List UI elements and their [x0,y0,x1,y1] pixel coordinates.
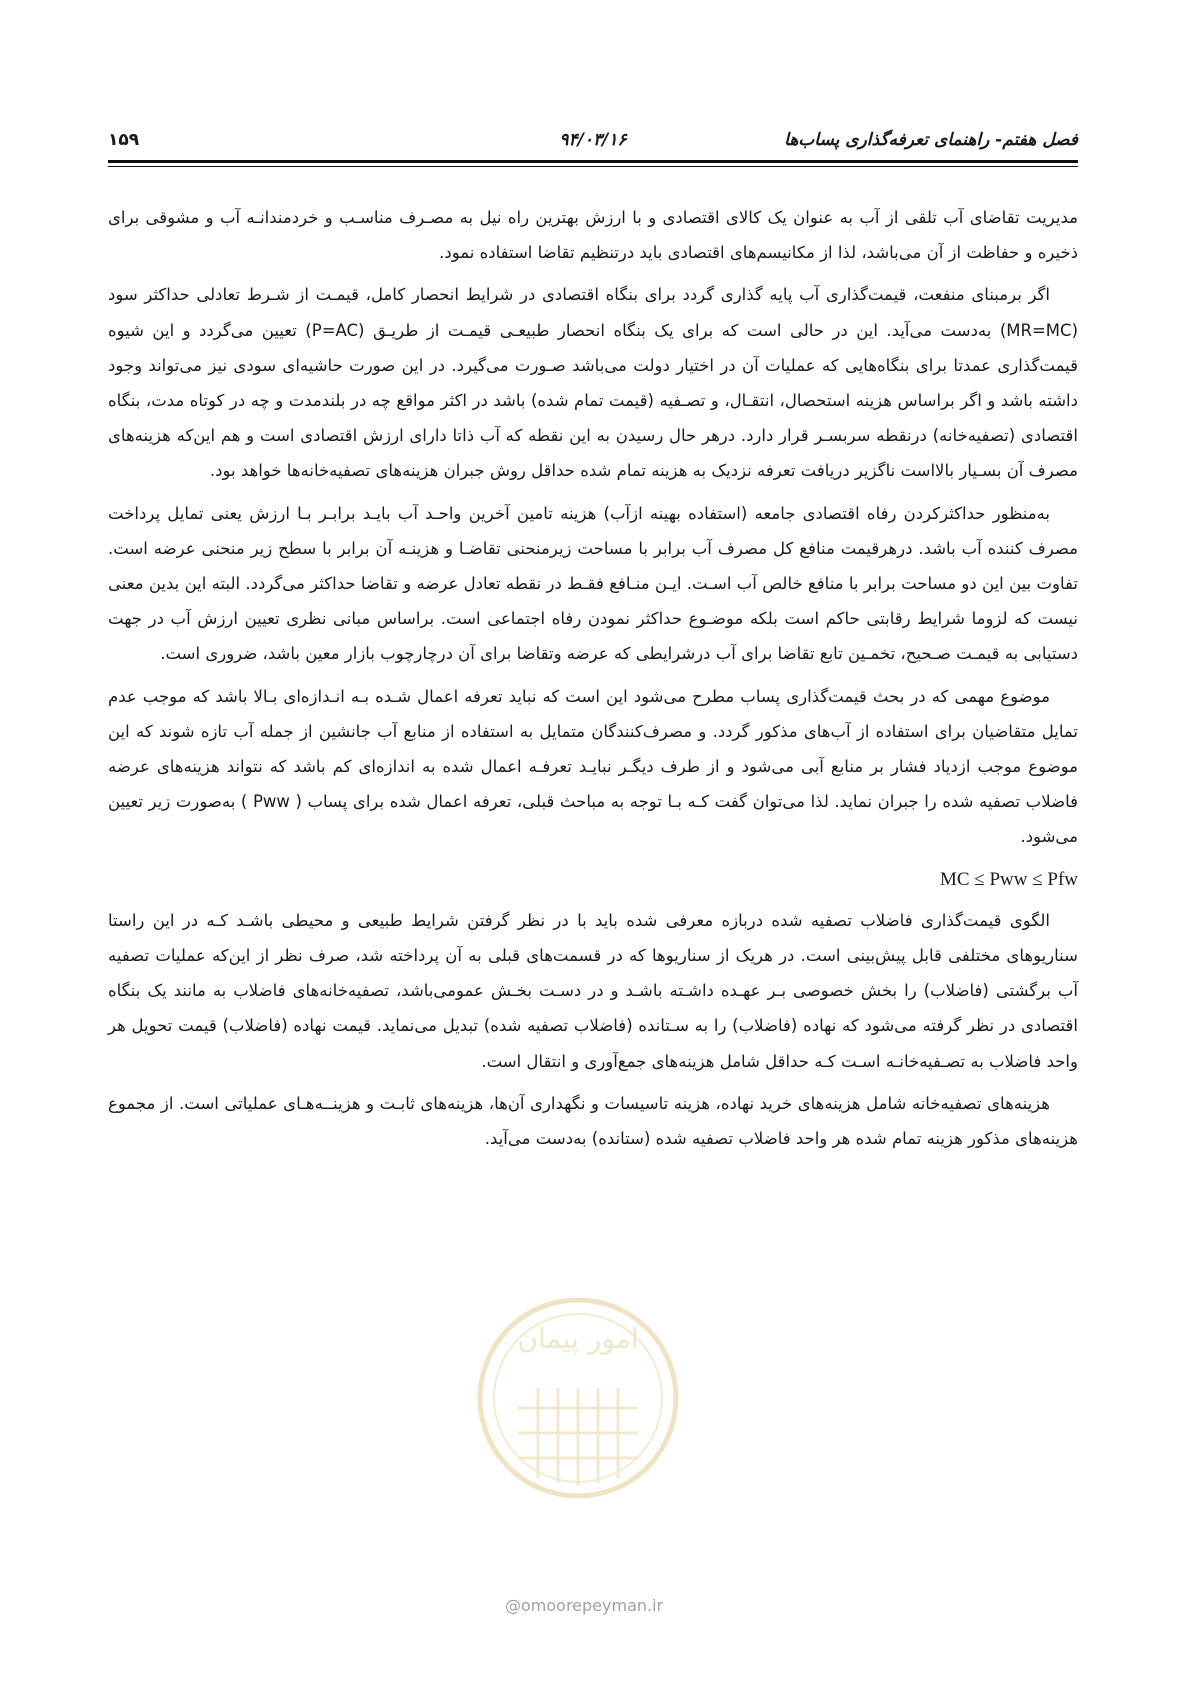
header-date: ۹۴/۰۳/۱۶ [559,130,627,150]
watermark-url: @omoorepeyman.ir [505,1596,664,1615]
paragraph: به‌منظور حداکثرکردن رفاه اقتصادی جامعه (استفاده بهینه ازآب) هزینه تامین آخرین واحـد آب بایـد برابـر بـا ارزش یعنی تمایل پرداخت مصرف کننده آب باشد. درهرقیمت منافع کل مصرف آب برابر با مساحت زیرمنحنی تقاضـا و هزینـه آن برابر با سطح زیر منحنی عرضه است. تفاوت بین این دو مساحت برابر با منافع خالص آب اسـت. ایـن منـافع فقـط در نقطه تعادل عرضه و تقاضا حداکثر می‌گردد. البته این بدین معنی نیست که لزوما شرایط رقابتی حاکم است بلکه موضـوع حداکثر نمودن رفاه اجتماعی است. براساس مبانی نظری تعیین ارزش آب در جهت دستیابی به قیمـت صـحیح، تخمـین تابع تقاضا برای آب درشرایطی که عرضه وتقاضا برای آن درچارچوب بازار معین باشد، ضروری است. [108,503,1078,664]
formula: MC ≤ Pww ≤ Pfw [939,868,1078,890]
page-number: ۱۵۹ [108,130,140,150]
header-rule [108,160,1078,163]
watermark-seal [458,1288,698,1548]
paragraph: موضوع مهمی که در بحث قیمت‌گذاری پساب مطرح می‌شود این است که نباید تعرفه اعمال شـده بـه انـدازه‌ای بـالا باشد که موجب عدم تمایل متقاضیان برای استفاده از آب‌های مذکور گردد. و مصرف‌کنندگان متمایل به استفاده از منابع آب جانشین از جمله آب تازه شوند که این موضوع موجب ازدیاد فشار بر منابع آبی می‌شود و از طرف دیگـر نبایـد تعرفـه اعمال شده به اندازه‌ای کم باشد که نتواند هزینه‌های عرضه فاضلاب تصفیه شده را جبران نماید. لذا می‌توان گفت کـه بـا توجه به مباحث قبلی، تعرفه اعمال شده برای پساب ( Pww ) به‌صورت زیر تعیین می‌شود. [108,686,1078,847]
paragraph: مدیریت تقاضای آب تلقی از آب به عنوان یک کالای اقتصادی و با ارزش بهترین راه نیل به مصـرف مناسـب و خردمندانـه آب و مشوقی برای ذخیره و حفاظت از آن می‌باشد، لذا از مکانیسم‌های اقتصادی باید درتنظیم تقاضا استفاده نمود. [108,208,1078,263]
paragraph: الگوی قیمت‌گذاری فاضلاب تصفیه شده دربازه معرفی شده باید با در نظر گرفتن شرایط طبیعی و محیطی باشـد کـه در این راستا سناریوهای مختلفی قابل پیش‌بینی است. در هریک از سناریوها که در قسمت‌های قبلی به آن پرداخته شد، صرف نظر از این‌که عملیات تصفیه آب برگشتی (فاضلاب) را بخش خصوصی بـر عهـده داشـته باشـد و در دسـت بخـش عمومی‌باشد، تصفیه‌خانه‌های فاضلاب به مانند یک بنگاه اقتصادی در نظر گرفته می‌شود که نهاده (فاضلاب) را به سـتانده (فاضلاب تصفیه شده) تبدیل می‌نماید. قیمت نهاده (فاضلاب) قیمت تحویل هر واحد فاضلاب به تصـفیه‌خانـه اسـت کـه حداقل شامل هزینه‌های جمع‌آوری و انتقال است. [108,910,1078,1071]
page-header [108,118,1078,164]
svg-text:امور پیمان [517,1322,638,1355]
watermark-text: امور پیمان [517,1322,639,1355]
paragraph: اگر برمبنای منفعت، قیمت‌گذاری آب پایه گذاری گردد برای بنگاه اقتصادی در شرایط انحصار کامل، قیمـت از شـرط تعادلی حداکثر سود (MR=MC) به‌دست می‌آید. این در حالی است که برای یک بنگاه انحصار طبیعـی قیمـت از طریـق (P=AC) تعیین می‌گردد و این شیوه قیمت‌گذاری عمدتا برای بنگاه‌هایی که عملیات آن در اختیار دولت می‌باشد صـورت می‌گیرد. در این صورت حاشیه‌ای سودی نیز می‌تواند وجود داشته باشد و اگر براساس هزینه استحصال، انتقـال، و تصـفیه (قیمت تمام شده) باشد در اکثر مواقع چه در بلندمدت و چه در کوتاه مدت، بنگاه اقتصادی (تصفیه‌خانه) درنقطه سربسـر قرار دارد. درهر حال رسیدن به این نقطه که آب ذاتا دارای ارزش اقتصادی است و هم این‌که هزینه‌های مصرف آن بسـیار بالااست ناگزیر دریافت تعرفه نزدیک به هزینه تمام شده حداقل روش جبران هزینه‌های تصفیه‌خانه‌ها خواهد بود. [108,285,1079,481]
paragraph: هزینه‌های تصفیه‌خانه شامل هزینه‌های خرید نهاده، هزینه تاسیسات و نگهداری آن‌ها، هزینه‌های ثابـت و هزینــه‌هـای عملیاتی است. از مجموع هزینه‌های مذکور هزینه تمام شده هر واحد فاضلاب تصفیه شده (ستانده) به‌دست می‌آید. [108,1093,1078,1149]
body-text [108,200,1078,1163]
header-rule-thin [108,166,1078,167]
chapter-title: فصل هفتم- راهنمای تعرفه‌گذاری پساب‌ها [784,130,1078,150]
